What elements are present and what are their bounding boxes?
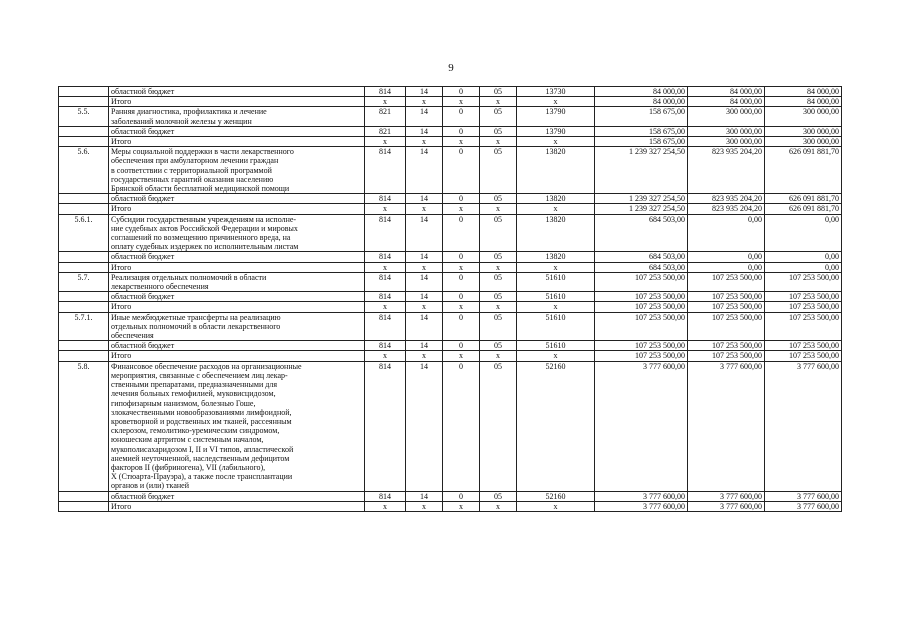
section-code: 14 (406, 194, 443, 204)
amount-year-2: 3 777 600,00 (688, 501, 765, 511)
program-code: 05 (480, 126, 517, 136)
description-line: Финансовое обеспечение расходов на организационные (111, 361, 302, 371)
program-code: 05 (480, 107, 517, 126)
row-number: 5.6. (59, 147, 109, 194)
row-label: областной бюджет (109, 194, 365, 204)
amount-year-2: 3 777 600,00 (688, 491, 765, 501)
description-line: ственными препаратами, предназначенными для (111, 380, 278, 390)
subsection-code: х (443, 262, 480, 272)
amount-year-2: 0,00 (688, 252, 765, 262)
description-line: анемией неуточненной, наследственным дефицитом (111, 453, 290, 463)
grbs-code: 814 (365, 292, 406, 302)
amount-year-1: 107 253 500,00 (595, 341, 688, 351)
row-description (109, 361, 365, 491)
amount-year-3: 107 253 500,00 (765, 351, 842, 361)
description-line: заболеваний молочной железы у женщин (111, 116, 252, 126)
description-line: лекарственного обеспечения (111, 282, 209, 292)
amount-year-1: 3 777 600,00 (595, 491, 688, 501)
amount-year-1: 84 000,00 (595, 97, 688, 107)
section-code: х (406, 97, 443, 107)
amount-year-3: 626 091 881,70 (765, 147, 842, 194)
section-code: х (406, 262, 443, 272)
description-line: государственных гарантий оказания населению (111, 174, 274, 184)
amount-year-2: 84 000,00 (688, 87, 765, 97)
row-number-empty (59, 194, 109, 204)
section-code: х (406, 204, 443, 214)
direction-code: х (517, 97, 595, 107)
row-label: Итого (109, 137, 365, 147)
amount-year-3: 626 091 881,70 (765, 194, 842, 204)
row-label: Итого (109, 351, 365, 361)
section-code: 14 (406, 214, 443, 252)
amount-year-2: 300 000,00 (688, 107, 765, 126)
section-code: 14 (406, 491, 443, 501)
table-row-subtotal (59, 194, 842, 204)
row-number: 5.5. (59, 107, 109, 126)
program-code: 05 (480, 87, 517, 97)
description-line: обеспечения (111, 331, 154, 341)
row-description (109, 312, 365, 341)
amount-year-1: 3 777 600,00 (595, 501, 688, 511)
direction-code: 51610 (517, 272, 595, 291)
amount-year-2: 823 935 204,20 (688, 204, 765, 214)
program-code: 05 (480, 147, 517, 194)
row-number-empty (59, 137, 109, 147)
amount-year-1: 84 000,00 (595, 87, 688, 97)
section-code: х (406, 351, 443, 361)
grbs-code: 814 (365, 214, 406, 252)
description-line: Реализация отдельных полномочий в области (111, 272, 267, 282)
description-line: Ранняя диагностика, профилактика и лечение (111, 107, 267, 117)
amount-year-3: 3 777 600,00 (765, 361, 842, 491)
row-label: областной бюджет (109, 341, 365, 351)
table-row-subtotal (59, 491, 842, 501)
row-number-empty (59, 351, 109, 361)
subsection-code: 0 (443, 312, 480, 341)
amount-year-2: 84 000,00 (688, 97, 765, 107)
program-code: 05 (480, 194, 517, 204)
subsection-code: 0 (443, 214, 480, 252)
amount-year-2: 107 253 500,00 (688, 292, 765, 302)
description-line: отдельных полномочий в области лекарственного (111, 321, 281, 331)
grbs-code: 814 (365, 341, 406, 351)
section-code: 14 (406, 292, 443, 302)
amount-year-1: 107 253 500,00 (595, 312, 688, 341)
subsection-code: 0 (443, 194, 480, 204)
amount-year-1: 107 253 500,00 (595, 272, 688, 291)
program-code: х (480, 302, 517, 312)
description-line: кроветворной и родственных им тканей, рассеянным (111, 416, 292, 426)
amount-year-2: 0,00 (688, 214, 765, 252)
description-line: склерозом, гемолитико-уремическим синдромом, (111, 426, 280, 436)
amount-year-3: 300 000,00 (765, 126, 842, 136)
direction-code: 13820 (517, 147, 595, 194)
subsection-code: 0 (443, 341, 480, 351)
row-number-empty (59, 491, 109, 501)
program-code: 05 (480, 272, 517, 291)
table-row-item (59, 107, 842, 126)
grbs-code: 821 (365, 107, 406, 126)
section-code: 14 (406, 147, 443, 194)
subsection-code: х (443, 204, 480, 214)
section-code: х (406, 137, 443, 147)
amount-year-1: 684 503,00 (595, 262, 688, 272)
amount-year-1: 158 675,00 (595, 126, 688, 136)
amount-year-3: 0,00 (765, 252, 842, 262)
grbs-code: х (365, 97, 406, 107)
subsection-code: 0 (443, 87, 480, 97)
amount-year-3: 3 777 600,00 (765, 501, 842, 511)
grbs-code: 814 (365, 361, 406, 491)
grbs-code: 814 (365, 272, 406, 291)
amount-year-1: 158 675,00 (595, 107, 688, 126)
row-label: областной бюджет (109, 87, 365, 97)
program-code: х (480, 137, 517, 147)
row-number: 5.7.1. (59, 312, 109, 341)
amount-year-2: 300 000,00 (688, 126, 765, 136)
row-number-empty (59, 252, 109, 262)
direction-code: 13730 (517, 87, 595, 97)
row-number: 5.7. (59, 272, 109, 291)
grbs-code: х (365, 351, 406, 361)
section-code: 14 (406, 126, 443, 136)
row-label: областной бюджет (109, 252, 365, 262)
amount-year-3: 300 000,00 (765, 107, 842, 126)
description-line: Иные межбюджетные трансферты на реализацию (111, 312, 281, 322)
table-body (59, 87, 842, 512)
row-label: областной бюджет (109, 491, 365, 501)
subsection-code: 0 (443, 272, 480, 291)
description-line: Брянской области бесплатной медицинской помощи (111, 184, 290, 194)
description-line: обеспечения при амбулаторном лечении граждан (111, 156, 279, 166)
table-row-subtotal (59, 97, 842, 107)
direction-code: х (517, 501, 595, 511)
section-code: 14 (406, 272, 443, 291)
direction-code: х (517, 204, 595, 214)
section-code: 14 (406, 87, 443, 97)
grbs-code: 814 (365, 194, 406, 204)
amount-year-1: 684 503,00 (595, 252, 688, 262)
amount-year-1: 1 239 327 254,50 (595, 194, 688, 204)
program-code: х (480, 97, 517, 107)
amount-year-1: 107 253 500,00 (595, 302, 688, 312)
direction-code: 51610 (517, 312, 595, 341)
direction-code: 52160 (517, 491, 595, 501)
program-code: 05 (480, 361, 517, 491)
grbs-code: х (365, 302, 406, 312)
table-row-item (59, 361, 842, 491)
row-label: Итого (109, 302, 365, 312)
amount-year-1: 1 239 327 254,50 (595, 147, 688, 194)
subsection-code: х (443, 501, 480, 511)
row-number-empty (59, 302, 109, 312)
table-row-subtotal (59, 302, 842, 312)
amount-year-2: 107 253 500,00 (688, 312, 765, 341)
program-code: 05 (480, 341, 517, 351)
amount-year-1: 107 253 500,00 (595, 351, 688, 361)
row-number-empty (59, 341, 109, 351)
grbs-code: 814 (365, 252, 406, 262)
description-line: мероприятия, связанные с обеспечением лиц лекар- (111, 370, 288, 380)
amount-year-2: 823 935 204,20 (688, 194, 765, 204)
amount-year-3: 107 253 500,00 (765, 341, 842, 351)
grbs-code: х (365, 137, 406, 147)
table-row-subtotal (59, 87, 842, 97)
grbs-code: х (365, 204, 406, 214)
row-number-empty (59, 126, 109, 136)
table-row-subtotal (59, 137, 842, 147)
table-row-subtotal (59, 126, 842, 136)
section-code: 14 (406, 341, 443, 351)
subsection-code: х (443, 351, 480, 361)
page-number: 9 (448, 62, 454, 74)
amount-year-1: 158 675,00 (595, 137, 688, 147)
subsection-code: х (443, 302, 480, 312)
section-code: х (406, 302, 443, 312)
program-code: 05 (480, 252, 517, 262)
row-description (109, 147, 365, 194)
subsection-code: 0 (443, 361, 480, 491)
amount-year-3: 84 000,00 (765, 97, 842, 107)
description-line: ние судебных актов Российской Федерации и мировых (111, 223, 298, 233)
row-label: Итого (109, 262, 365, 272)
description-line: X (Стюарта-Прауэра), а также после трансплантации (111, 472, 293, 482)
program-code: х (480, 204, 517, 214)
row-number-empty (59, 97, 109, 107)
program-code: 05 (480, 312, 517, 341)
amount-year-2: 107 253 500,00 (688, 341, 765, 351)
amount-year-1: 1 239 327 254,50 (595, 204, 688, 214)
description-line: соглашений по возмещению причиненного вреда, на (111, 233, 291, 243)
direction-code: 13820 (517, 214, 595, 252)
grbs-code: 814 (365, 147, 406, 194)
table-row-subtotal (59, 341, 842, 351)
row-number-empty (59, 204, 109, 214)
row-label: Итого (109, 204, 365, 214)
amount-year-3: 84 000,00 (765, 87, 842, 97)
table-row-subtotal (59, 501, 842, 511)
program-code: 05 (480, 491, 517, 501)
subsection-code: х (443, 137, 480, 147)
description-line: факторов II (фибриногена), VII (лабильного), (111, 462, 266, 472)
subsection-code: х (443, 97, 480, 107)
description-line: юношеским артритом с системным началом, (111, 435, 264, 445)
description-line: лечения больных гемофилией, муковисцидозом, (111, 389, 276, 399)
amount-year-3: 107 253 500,00 (765, 292, 842, 302)
direction-code: 13790 (517, 126, 595, 136)
program-code: х (480, 262, 517, 272)
program-code: 05 (480, 292, 517, 302)
subsection-code: 0 (443, 107, 480, 126)
grbs-code: 814 (365, 87, 406, 97)
amount-year-2: 3 777 600,00 (688, 361, 765, 491)
table-row-item (59, 272, 842, 291)
direction-code: 13820 (517, 194, 595, 204)
subsection-code: 0 (443, 292, 480, 302)
subsection-code: 0 (443, 126, 480, 136)
amount-year-3: 107 253 500,00 (765, 272, 842, 291)
grbs-code: 821 (365, 126, 406, 136)
amount-year-2: 107 253 500,00 (688, 351, 765, 361)
description-line: гипофизарным нанизмом, болезнью Гоше, (111, 398, 256, 408)
row-number: 5.8. (59, 361, 109, 491)
section-code: 14 (406, 361, 443, 491)
description-line: злокачественными новообразованиями лимфоидной, (111, 407, 292, 417)
amount-year-1: 3 777 600,00 (595, 361, 688, 491)
direction-code: 52160 (517, 361, 595, 491)
amount-year-2: 823 935 204,20 (688, 147, 765, 194)
row-number-empty (59, 292, 109, 302)
section-code: х (406, 501, 443, 511)
amount-year-3: 0,00 (765, 262, 842, 272)
table-row-subtotal (59, 204, 842, 214)
amount-year-1: 107 253 500,00 (595, 292, 688, 302)
amount-year-3: 300 000,00 (765, 137, 842, 147)
amount-year-3: 107 253 500,00 (765, 312, 842, 341)
direction-code: 13820 (517, 252, 595, 262)
amount-year-1: 684 503,00 (595, 214, 688, 252)
row-label: областной бюджет (109, 292, 365, 302)
row-description (109, 272, 365, 291)
table-row-item (59, 214, 842, 252)
row-description (109, 214, 365, 252)
amount-year-2: 0,00 (688, 262, 765, 272)
direction-code: х (517, 137, 595, 147)
table-row-item (59, 312, 842, 341)
row-number: 5.6.1. (59, 214, 109, 252)
row-number-empty (59, 262, 109, 272)
amount-year-2: 107 253 500,00 (688, 272, 765, 291)
direction-code: 13790 (517, 107, 595, 126)
program-code: х (480, 501, 517, 511)
row-number-empty (59, 87, 109, 97)
description-line: оплату судебных издержек по исполнительным листам (111, 242, 299, 252)
section-code: 14 (406, 107, 443, 126)
table-row-subtotal (59, 351, 842, 361)
table-row-item (59, 147, 842, 194)
subsection-code: 0 (443, 147, 480, 194)
table-row-subtotal (59, 292, 842, 302)
amount-year-3: 107 253 500,00 (765, 302, 842, 312)
grbs-code: 814 (365, 312, 406, 341)
section-code: 14 (406, 312, 443, 341)
amount-year-3: 0,00 (765, 214, 842, 252)
grbs-code: х (365, 501, 406, 511)
description-line: Меры социальной поддержки в части лекарственного (111, 147, 294, 157)
program-code: х (480, 351, 517, 361)
subsection-code: 0 (443, 491, 480, 501)
row-label: Итого (109, 97, 365, 107)
table-row-subtotal (59, 262, 842, 272)
budget-table (58, 86, 842, 512)
description-line: в соответствии с территориальной программой (111, 165, 272, 175)
direction-code: х (517, 262, 595, 272)
amount-year-3: 626 091 881,70 (765, 204, 842, 214)
row-number-empty (59, 501, 109, 511)
description-line: органов и (или) тканей (111, 481, 189, 491)
row-label: Итого (109, 501, 365, 511)
section-code: 14 (406, 252, 443, 262)
table-row-subtotal (59, 252, 842, 262)
subsection-code: 0 (443, 252, 480, 262)
direction-code: х (517, 351, 595, 361)
row-description (109, 107, 365, 126)
amount-year-2: 300 000,00 (688, 137, 765, 147)
direction-code: х (517, 302, 595, 312)
row-label: областной бюджет (109, 126, 365, 136)
description-line: мукополисахаридозом I, II и VI типов, апластической (111, 444, 294, 454)
direction-code: 51610 (517, 341, 595, 351)
amount-year-2: 107 253 500,00 (688, 302, 765, 312)
direction-code: 51610 (517, 292, 595, 302)
program-code: 05 (480, 214, 517, 252)
amount-year-3: 3 777 600,00 (765, 491, 842, 501)
grbs-code: х (365, 262, 406, 272)
description-line: Субсидии государственным учреждениям на исполне- (111, 214, 297, 224)
grbs-code: 814 (365, 491, 406, 501)
